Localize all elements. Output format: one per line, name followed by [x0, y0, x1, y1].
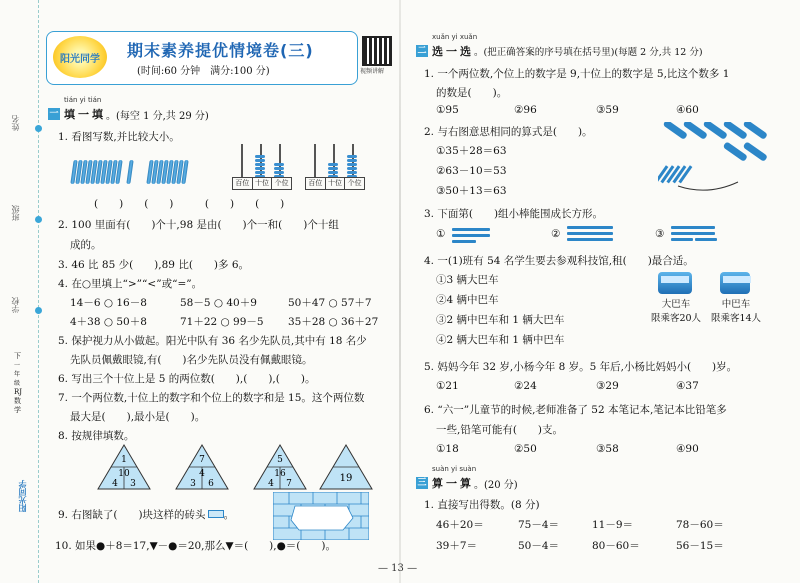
triangle-number: 4: [268, 479, 274, 489]
abacus-2: [305, 146, 363, 190]
big-bus-icon: [658, 272, 692, 294]
page-fold: [399, 0, 401, 583]
triangle-number: 10: [118, 469, 130, 479]
calc-item[interactable]: 56－15＝: [676, 540, 724, 552]
mid-bus-capacity: 限乘客14人: [710, 313, 762, 324]
triangle-number: 4: [112, 479, 118, 489]
s1-q7a: 7. 一个两位数,十位上的数字和个位上的数字和是 15。这个两位数: [58, 392, 365, 404]
s2-q3-option[interactable]: ②: [551, 228, 561, 240]
calc-item[interactable]: 39＋7＝: [436, 540, 478, 552]
s2-q3: 3. 下面第( )组小棒能围成长方形。: [424, 208, 604, 220]
s2-q5-option[interactable]: ③29: [596, 380, 619, 392]
margin-strip: [0, 0, 46, 583]
stick-bar: [452, 234, 490, 237]
stick-bar: [567, 232, 613, 235]
mid-bus-name: 中巴车: [721, 299, 751, 310]
s1-q4-item[interactable]: 35＋28 ○ 36＋27: [288, 316, 379, 328]
book-tag: 下: [14, 352, 21, 360]
s2-q1a: 1. 一个两位数,个位上的数字是 9,十位上的数字是 5,比这个数多 1: [424, 68, 730, 80]
s1-q1: 1. 看图写数,并比较大小。: [58, 131, 180, 143]
book-tag: 一年级: [14, 362, 21, 387]
mid-bus-label: [706, 296, 766, 324]
section3-score: 。(20 分): [474, 479, 518, 491]
s2-q2-option[interactable]: ③50＋13＝63: [436, 185, 507, 197]
cut-line: [38, 0, 39, 583]
s2-q5-option[interactable]: ②24: [514, 380, 537, 392]
brick-icon: [208, 510, 224, 518]
s1-q9-text: 9. 右图缺了( )块这样的砖头: [58, 509, 206, 521]
mid-bus-icon: [720, 272, 750, 294]
section3-badge: 三: [417, 478, 427, 488]
s1-q7b: 最大是( ),最小是( )。: [70, 411, 206, 423]
section3-pinyin: suàn yi suàn: [432, 465, 477, 473]
book-tags: [14, 352, 24, 415]
brick-wall-figure: [273, 492, 369, 540]
s1-q8: 8. 按规律填数。: [58, 430, 135, 442]
s2-q5: 5. 妈妈今年 32 岁,小杨今年 8 岁。5 年后,小杨比妈妈小( )岁。: [424, 361, 738, 373]
sticks-bundle-figure: [658, 122, 768, 196]
big-bus-name: 大巴车: [661, 299, 691, 310]
abacus-label: 个位: [274, 179, 289, 187]
margin-dot: [35, 307, 42, 314]
qr-code-icon[interactable]: [362, 36, 392, 66]
section1-name: 填一填: [64, 108, 106, 121]
book-tag: 数学: [14, 397, 21, 414]
section1-score: 。(每空 1 分,共 29 分): [106, 110, 209, 122]
big-bus-capacity: 限乘客20人: [650, 313, 702, 324]
s2-q5-option[interactable]: ④37: [676, 380, 699, 392]
big-bus-label: [646, 296, 706, 324]
triangle-number: 7: [199, 455, 205, 465]
s1-q1-blanks[interactable]: ( ) ( ) ( ) ( ): [94, 198, 285, 210]
s2-q6b: 一些,铅笔可能有( )支。: [436, 424, 564, 436]
s2-q2-option[interactable]: ②63－10＝53: [436, 165, 507, 177]
s2-q5-option[interactable]: ①21: [436, 380, 459, 392]
section2-header: [416, 43, 703, 59]
section3-name: 算一算: [432, 477, 474, 490]
s1-q2a: 2. 100 里面有( )个十,98 是由( )个一和( )个十组: [58, 219, 339, 231]
number-triangles: [96, 443, 376, 491]
s2-q4-option[interactable]: ②4 辆中巴车: [436, 294, 499, 306]
s2-q4: 4. 一(1)班有 54 名学生要去参观科技馆,租( )最合适。: [424, 255, 694, 267]
s2-q6-option[interactable]: ③58: [596, 443, 619, 455]
calc-item[interactable]: 50－4＝: [518, 540, 560, 552]
s1-q10: 10. 如果●＋8＝17,▼－●＝20,那么▼＝( ),●＝( )。: [55, 540, 336, 552]
s2-q2-option[interactable]: ①35＋28＝63: [436, 145, 507, 157]
triangle-number: 5: [277, 455, 283, 465]
exam-info: (时间:60 分钟 满分:100 分): [137, 66, 270, 77]
calc-item[interactable]: 80－60＝: [592, 540, 640, 552]
triangle-number: 19: [339, 473, 353, 484]
triangle-number: 6: [208, 479, 214, 489]
calc-item[interactable]: 11－9＝: [592, 519, 634, 531]
book-tag: RJ: [14, 388, 23, 396]
section1-header: [48, 106, 209, 122]
triangle-number: 3: [130, 479, 136, 489]
s2-q1b: 的数是( )。: [436, 87, 508, 99]
section2-badge: 二: [417, 46, 427, 56]
calc-item[interactable]: 78－60＝: [676, 519, 724, 531]
section2-pinyin: xuǎn yi xuǎn: [432, 33, 478, 41]
s2-q1-option[interactable]: ①95: [436, 104, 459, 116]
s2-q1-option[interactable]: ③59: [596, 104, 619, 116]
stick-bar: [671, 226, 715, 229]
margin-school-label: 学校: [11, 297, 20, 313]
s1-q4-item[interactable]: 4＋38 ○ 50＋8: [70, 316, 147, 328]
s1-q4: 4. 在○里填上“>”“<”或“=”。: [58, 278, 203, 290]
stick-bar: [567, 226, 613, 229]
title-box: [46, 31, 358, 85]
margin-class-label: 班级: [11, 205, 20, 221]
triangle-number: 16: [274, 469, 286, 479]
s1-q2b: 成的。: [70, 239, 102, 251]
s1-q4-item[interactable]: 71＋22 ○ 99－5: [180, 316, 264, 328]
s1-q4-item[interactable]: 58－5 ○ 40＋9: [180, 297, 257, 309]
section1-pinyin: tián yi tián: [64, 96, 102, 104]
s1-q3: 3. 46 比 85 少( ),89 比( )多 6。: [58, 259, 250, 271]
abacus-1: [232, 146, 290, 190]
stick-bar: [671, 232, 715, 235]
page-title: 期末素养提优情境卷(三): [127, 41, 314, 60]
section1-badge: 一: [49, 109, 59, 119]
s2-q1-option[interactable]: ②96: [514, 104, 537, 116]
s2-q2: 2. 与右图意思相同的算式是( )。: [424, 126, 593, 138]
stick-bar: [567, 238, 613, 241]
abacus-label: 个位: [347, 179, 362, 187]
section3-header: [416, 475, 518, 491]
triangle-number: 1: [121, 455, 127, 465]
s2-q1-option[interactable]: ④60: [676, 104, 699, 116]
s1-q6: 6. 写出三个十位上是 5 的两位数( ),( ),( )。: [58, 373, 316, 385]
s2-q3-option[interactable]: ①: [436, 228, 446, 240]
s2-q6-option[interactable]: ①18: [436, 443, 459, 455]
margin-dot: [35, 125, 42, 132]
s2-q4-option[interactable]: ③2 辆中巴车和 1 辆大巴车: [436, 314, 565, 326]
triangle-number: 4: [199, 469, 205, 479]
brand-vertical: 阳光同学: [17, 480, 27, 512]
abacus-label: 百位: [306, 178, 326, 189]
calc-item[interactable]: 46＋20＝: [436, 519, 484, 531]
abacus-label: 十位: [253, 178, 273, 189]
stick-bar: [452, 228, 490, 231]
stick-bar: [695, 238, 717, 241]
s2-q4-option[interactable]: ①3 辆大巴车: [436, 274, 499, 286]
brand-logo: 阳光同学: [53, 36, 107, 78]
s1-q5b: 先队员佩戴眼镜,有( )名少先队员没有佩戴眼镜。: [70, 354, 313, 366]
s1-q4-item[interactable]: 50＋47 ○ 57＋7: [288, 297, 372, 309]
abacus-label: 十位: [326, 178, 346, 189]
abacus-label: 百位: [233, 178, 253, 189]
calc-item[interactable]: 75－4＝: [518, 519, 560, 531]
s2-q6a: 6. “六一”儿童节的时候,老师准备了 52 本笔记本,笔记本比铅笔多: [424, 404, 727, 416]
section2-name: 选一选: [432, 45, 474, 58]
s3-q1: 1. 直接写出得数。(8 分): [424, 499, 540, 511]
s2-q6-option[interactable]: ④90: [676, 443, 699, 455]
stick-bar: [671, 238, 693, 241]
s1-q4-item[interactable]: 14－6 ○ 16－8: [70, 297, 147, 309]
stick-bar: [452, 240, 476, 243]
triangle-number: 7: [286, 479, 292, 489]
page-number: — 13 —: [378, 563, 418, 574]
margin-dot: [35, 216, 42, 223]
s2-q3-option[interactable]: ③: [655, 228, 665, 240]
s2-q6-option[interactable]: ②50: [514, 443, 537, 455]
triangle-number: 3: [190, 479, 196, 489]
s1-q9: 9. 右图缺了( )块这样的砖头 。: [58, 509, 235, 521]
qr-label: 视频讲解: [360, 68, 385, 75]
section2-score: 。(把正确答案的序号填在括号里)(每题 2 分,共 12 分): [474, 47, 703, 58]
s1-q5a: 5. 保护视力从小做起。阳光中队有 36 名少先队员,其中有 18 名少: [58, 335, 367, 347]
s2-q4-option[interactable]: ④2 辆大巴车和 1 辆中巴车: [436, 334, 565, 346]
margin-name-label: 姓名: [11, 115, 20, 131]
